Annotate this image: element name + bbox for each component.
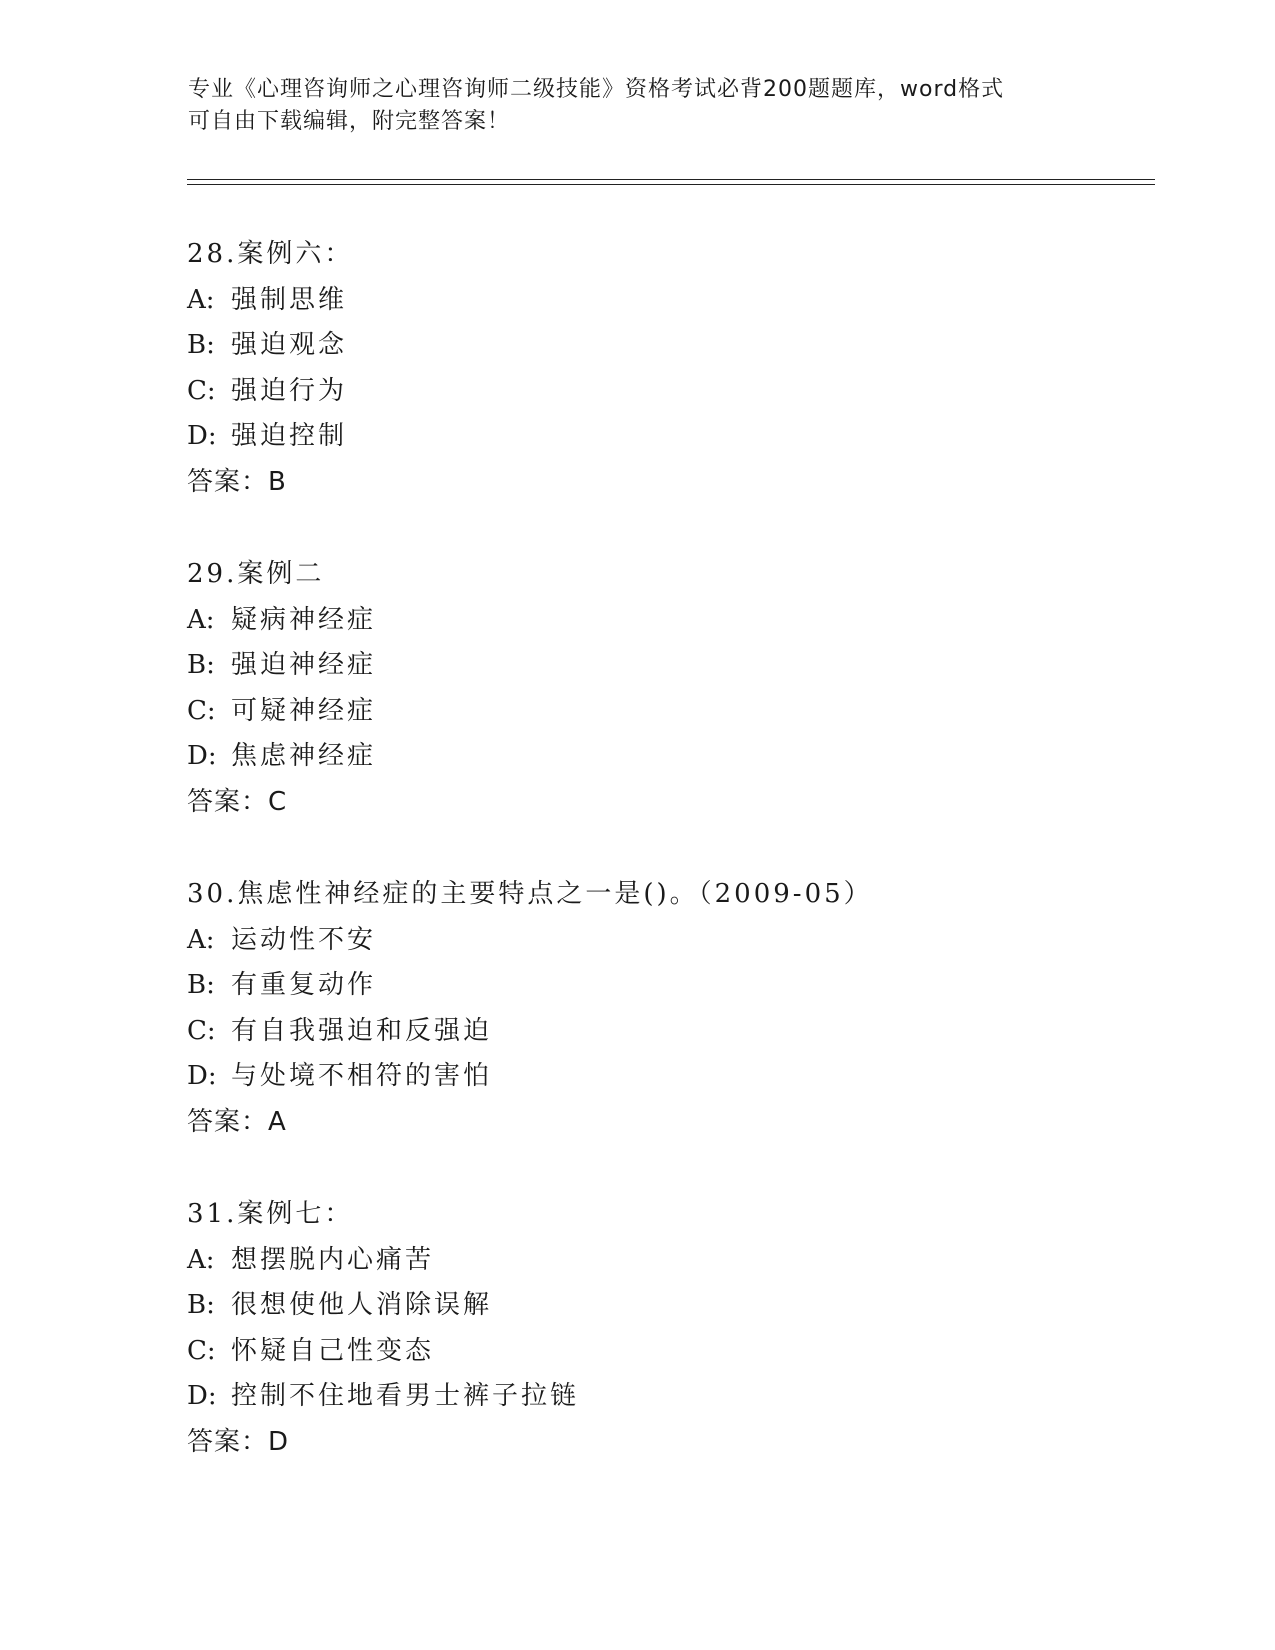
option-letter: A: <box>187 284 215 315</box>
option-b <box>187 963 1147 1009</box>
option-a <box>187 278 1147 324</box>
option-a <box>187 918 1147 964</box>
header-divider-bottom <box>187 184 1155 185</box>
option-d <box>187 1054 1147 1100</box>
answer-line: 答案：D <box>187 1426 290 1457</box>
option-text: 有自我强迫和反强迫 <box>231 1015 493 1046</box>
option-letter: B: <box>187 970 215 1000</box>
option-letter: C: <box>187 695 216 726</box>
option-d <box>187 414 1147 460</box>
document-header <box>188 74 1088 138</box>
question-stem: 28.案例六： <box>187 239 354 269</box>
question-stem: 30.焦虑性神经症的主要特点之一是()。（2009-05） <box>187 879 873 909</box>
option-b <box>187 1283 1147 1329</box>
option-letter: C: <box>187 375 216 406</box>
option-letter: D: <box>187 1381 217 1411</box>
header-line-2: 可自由下载编辑，附完整答案！ <box>188 109 511 134</box>
option-text: 想摆脱内心痛苦 <box>231 1244 435 1275</box>
option-text: 怀疑自己性变态 <box>231 1335 435 1366</box>
option-text: 强迫观念 <box>231 330 348 360</box>
option-letter: D: <box>187 741 217 771</box>
option-b <box>187 323 1147 369</box>
question-stem: 29.案例二 <box>187 559 325 589</box>
option-letter: B: <box>187 330 215 360</box>
option-text: 强迫控制 <box>231 421 348 451</box>
option-c <box>187 689 1147 735</box>
option-text: 运动性不安 <box>231 924 377 955</box>
option-letter: A: <box>187 924 215 955</box>
answer-line: 答案：B <box>187 466 287 497</box>
answer-line: 答案：A <box>187 1106 287 1137</box>
answer-line: 答案：C <box>187 786 288 817</box>
option-letter: C: <box>187 1015 216 1046</box>
option-text: 强迫神经症 <box>231 650 377 680</box>
option-letter: C: <box>187 1335 216 1366</box>
question-stem: 31.案例七： <box>187 1199 354 1229</box>
question-31 <box>187 1192 1147 1465</box>
option-text: 强迫行为 <box>231 375 348 406</box>
option-letter: D: <box>187 1061 217 1091</box>
question-29 <box>187 552 1147 825</box>
option-text: 焦虑神经症 <box>231 741 377 771</box>
header-line-1: 专业《心理咨询师之心理咨询师二级技能》资格考试必背200题题库，word格式 <box>188 77 1005 102</box>
option-a <box>187 598 1147 644</box>
option-letter: D: <box>187 421 217 451</box>
option-letter: A: <box>187 604 215 635</box>
question-30 <box>187 872 1147 1145</box>
option-a <box>187 1238 1147 1284</box>
option-d <box>187 734 1147 780</box>
header-divider-top <box>187 179 1155 180</box>
option-text: 有重复动作 <box>231 970 377 1000</box>
option-letter: B: <box>187 650 215 680</box>
option-text: 可疑神经症 <box>231 695 377 726</box>
option-c <box>187 369 1147 415</box>
question-28 <box>187 232 1147 505</box>
option-c <box>187 1329 1147 1375</box>
option-text: 控制不住地看男士裤子拉链 <box>231 1381 580 1411</box>
option-text: 疑病神经症 <box>231 604 377 635</box>
option-b <box>187 643 1147 689</box>
option-c <box>187 1009 1147 1055</box>
option-text: 很想使他人消除误解 <box>231 1290 493 1320</box>
option-text: 与处境不相符的害怕 <box>231 1061 493 1091</box>
option-d <box>187 1374 1147 1420</box>
option-letter: B: <box>187 1290 215 1320</box>
option-letter: A: <box>187 1244 215 1275</box>
option-text: 强制思维 <box>231 284 348 315</box>
